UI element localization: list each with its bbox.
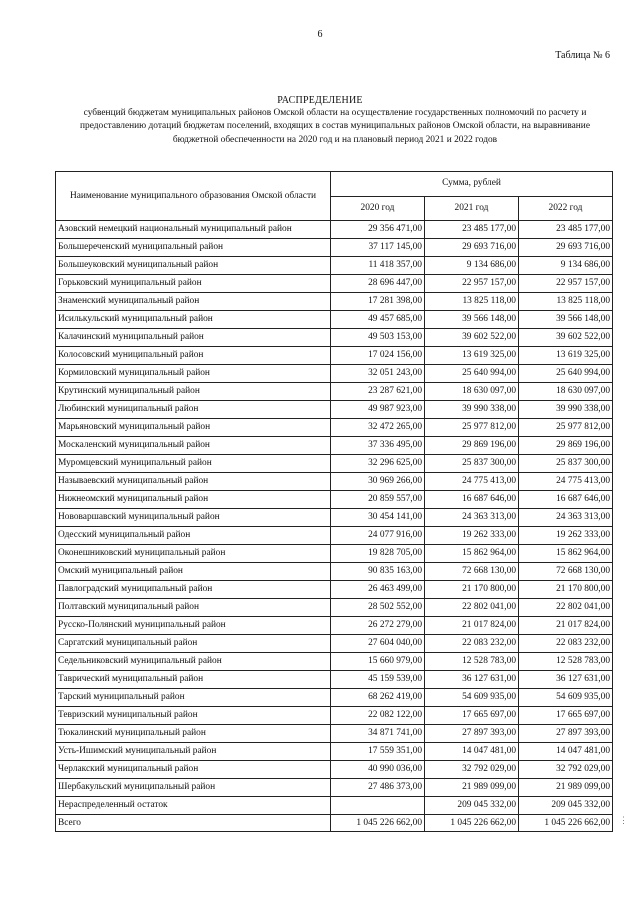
table-row <box>56 401 613 419</box>
row-2021-cell: 13 619 325,00 <box>425 347 519 365</box>
table-row <box>56 275 613 293</box>
row-2021-cell: 19 262 333,00 <box>425 527 519 545</box>
row-2022-cell: 25 977 812,00 <box>519 419 613 437</box>
table-row <box>56 707 613 725</box>
row-name-cell: Москаленский муниципальный район <box>56 437 331 455</box>
row-2020-cell: 17 559 351,00 <box>331 743 425 761</box>
row-2020-cell <box>331 797 425 815</box>
document-title: РАСПРЕДЕЛЕНИЕ <box>277 95 363 106</box>
table-row <box>56 329 613 347</box>
row-2022-cell: 19 262 333,00 <box>519 527 613 545</box>
row-2022-cell: 9 134 686,00 <box>519 257 613 275</box>
row-2020-cell: 40 990 036,00 <box>331 761 425 779</box>
row-2022-cell: 29 693 716,00 <box>519 239 613 257</box>
row-2021-cell: 27 897 393,00 <box>425 725 519 743</box>
row-name-cell: Тевризский муниципальный район <box>56 707 331 725</box>
row-name-cell: Азовский немецкий национальный муниципальный район <box>56 221 331 239</box>
row-2020-cell: 32 051 243,00 <box>331 365 425 383</box>
row-2020-cell: 27 486 373,00 <box>331 779 425 797</box>
row-2021-cell: 18 630 097,00 <box>425 383 519 401</box>
row-2020-cell: 15 660 979,00 <box>331 653 425 671</box>
row-2022-cell: 14 047 481,00 <box>519 743 613 761</box>
row-2021-cell: 39 990 338,00 <box>425 401 519 419</box>
table-row <box>56 653 613 671</box>
margin-mark: ⋮ <box>619 815 628 825</box>
table-row <box>56 635 613 653</box>
row-2020-cell: 23 287 621,00 <box>331 383 425 401</box>
table-row <box>56 797 613 815</box>
row-2021-cell: 17 665 697,00 <box>425 707 519 725</box>
table-row <box>56 509 613 527</box>
row-2022-cell: 22 083 232,00 <box>519 635 613 653</box>
table-row <box>56 671 613 689</box>
table-row <box>56 347 613 365</box>
row-2020-cell: 24 077 916,00 <box>331 527 425 545</box>
row-2021-cell: 29 869 196,00 <box>425 437 519 455</box>
table-header <box>56 172 613 221</box>
table-body <box>56 221 613 832</box>
row-name-cell: Нераспределенный остаток <box>56 797 331 815</box>
row-2022-cell: 25 640 994,00 <box>519 365 613 383</box>
row-name-cell: Любинский муниципальный район <box>56 401 331 419</box>
row-2022-cell: 21 017 824,00 <box>519 617 613 635</box>
row-2020-cell: 28 502 552,00 <box>331 599 425 617</box>
table-row <box>56 599 613 617</box>
table-row <box>56 617 613 635</box>
table-row <box>56 419 613 437</box>
row-name-cell: Седельниковский муниципальный район <box>56 653 331 671</box>
row-2022-cell: 39 602 522,00 <box>519 329 613 347</box>
table-row <box>56 455 613 473</box>
row-2021-cell: 39 566 148,00 <box>425 311 519 329</box>
row-2022-cell: 209 045 332,00 <box>519 797 613 815</box>
header-year-2021: 2021 год <box>425 196 519 221</box>
table-row <box>56 437 613 455</box>
row-2021-cell: 22 957 157,00 <box>425 275 519 293</box>
row-2021-cell: 32 792 029,00 <box>425 761 519 779</box>
row-2022-cell: 22 957 157,00 <box>519 275 613 293</box>
row-2021-cell: 15 862 964,00 <box>425 545 519 563</box>
row-2022-cell: 72 668 130,00 <box>519 563 613 581</box>
header-year-2022: 2022 год <box>519 196 613 221</box>
row-2020-cell: 90 835 163,00 <box>331 563 425 581</box>
row-2021-cell: 39 602 522,00 <box>425 329 519 347</box>
table-row <box>56 239 613 257</box>
row-2020-cell: 49 457 685,00 <box>331 311 425 329</box>
row-2020-cell: 26 272 279,00 <box>331 617 425 635</box>
table-row <box>56 311 613 329</box>
row-name-cell: Называевский муниципальный район <box>56 473 331 491</box>
row-name-cell: Таврический муниципальный район <box>56 671 331 689</box>
row-2022-cell: 22 802 041,00 <box>519 599 613 617</box>
row-2022-cell: 54 609 935,00 <box>519 689 613 707</box>
distribution-table <box>55 171 613 832</box>
row-2022-cell: 12 528 783,00 <box>519 653 613 671</box>
row-2021-cell: 21 170 800,00 <box>425 581 519 599</box>
row-name-cell: Тарский муниципальный район <box>56 689 331 707</box>
table-row <box>56 365 613 383</box>
row-2021-cell: 21 017 824,00 <box>425 617 519 635</box>
row-2020-cell: 28 696 447,00 <box>331 275 425 293</box>
row-2020-cell: 34 871 741,00 <box>331 725 425 743</box>
row-2020-cell: 26 463 499,00 <box>331 581 425 599</box>
row-2020-cell: 37 336 495,00 <box>331 437 425 455</box>
row-name-cell: Омский муниципальный район <box>56 563 331 581</box>
row-2020-cell: 27 604 040,00 <box>331 635 425 653</box>
table-row <box>56 725 613 743</box>
table-row <box>56 473 613 491</box>
row-2021-cell: 23 485 177,00 <box>425 221 519 239</box>
row-2021-cell: 25 837 300,00 <box>425 455 519 473</box>
row-name-cell: Колосовский муниципальный район <box>56 347 331 365</box>
table-row <box>56 689 613 707</box>
row-name-cell: Калачинский муниципальный район <box>56 329 331 347</box>
table-row <box>56 563 613 581</box>
row-2020-cell: 17 024 156,00 <box>331 347 425 365</box>
row-2020-cell: 32 296 625,00 <box>331 455 425 473</box>
table-row <box>56 527 613 545</box>
table-row <box>56 581 613 599</box>
row-2021-cell: 12 528 783,00 <box>425 653 519 671</box>
row-name-cell: Нижнеомский муниципальный район <box>56 491 331 509</box>
row-name-cell: Русско-Полянский муниципальный район <box>56 617 331 635</box>
table-row <box>56 779 613 797</box>
row-name-cell: Одесский муниципальный район <box>56 527 331 545</box>
row-name-cell: Горьковский муниципальный район <box>56 275 331 293</box>
row-2021-cell: 22 802 041,00 <box>425 599 519 617</box>
row-name-cell: Тюкалинский муниципальный район <box>56 725 331 743</box>
row-2020-cell: 37 117 145,00 <box>331 239 425 257</box>
row-2020-cell: 49 987 923,00 <box>331 401 425 419</box>
document-subtitle: субвенций бюджетам муниципальных районов Омской области на осуществление государственных полномочий по расчету и предоставлению дотаций бюджетам поселений, входящих в состав муниципальных районов Омской области, на выравнивание бюджетной обеспеченности на 2020 год и на плановый период 2021 и 2022 годов <box>80 108 590 145</box>
row-2022-cell: 18 630 097,00 <box>519 383 613 401</box>
header-name-column: Наименование муниципального образования Омской области <box>56 172 331 221</box>
row-2020-cell: 11 418 357,00 <box>331 257 425 275</box>
row-2020-cell: 29 356 471,00 <box>331 221 425 239</box>
row-2022-cell: 27 897 393,00 <box>519 725 613 743</box>
row-2020-cell: 17 281 398,00 <box>331 293 425 311</box>
row-2021-cell: 24 363 313,00 <box>425 509 519 527</box>
row-2022-cell: 17 665 697,00 <box>519 707 613 725</box>
row-2020-cell: 49 503 153,00 <box>331 329 425 347</box>
row-2022-cell: 16 687 646,00 <box>519 491 613 509</box>
row-name-cell: Усть-Ишимский муниципальный район <box>56 743 331 761</box>
row-name-cell: Знаменский муниципальный район <box>56 293 331 311</box>
row-2022-cell: 1 045 226 662,00 <box>519 815 613 832</box>
header-year-2020: 2020 год <box>331 196 425 221</box>
row-2020-cell: 68 262 419,00 <box>331 689 425 707</box>
row-2021-cell: 14 047 481,00 <box>425 743 519 761</box>
row-2022-cell: 29 869 196,00 <box>519 437 613 455</box>
table-row <box>56 257 613 275</box>
table-row <box>56 491 613 509</box>
row-2021-cell: 16 687 646,00 <box>425 491 519 509</box>
row-2020-cell: 45 159 539,00 <box>331 671 425 689</box>
row-2020-cell: 1 045 226 662,00 <box>331 815 425 832</box>
row-2020-cell: 32 472 265,00 <box>331 419 425 437</box>
row-2020-cell: 30 454 141,00 <box>331 509 425 527</box>
row-2022-cell: 21 989 099,00 <box>519 779 613 797</box>
row-name-cell: Марьяновский муниципальный район <box>56 419 331 437</box>
row-2021-cell: 36 127 631,00 <box>425 671 519 689</box>
page-number: 6 <box>317 29 323 40</box>
row-2022-cell: 39 990 338,00 <box>519 401 613 419</box>
row-2022-cell: 24 363 313,00 <box>519 509 613 527</box>
row-name-cell: Полтавский муниципальный район <box>56 599 331 617</box>
row-name-cell: Шербакульский муниципальный район <box>56 779 331 797</box>
row-2022-cell: 21 170 800,00 <box>519 581 613 599</box>
row-2022-cell: 36 127 631,00 <box>519 671 613 689</box>
row-2021-cell: 1 045 226 662,00 <box>425 815 519 832</box>
row-name-cell: Нововаршавский муниципальный район <box>56 509 331 527</box>
row-2021-cell: 9 134 686,00 <box>425 257 519 275</box>
row-2022-cell: 39 566 148,00 <box>519 311 613 329</box>
row-2020-cell: 20 859 557,00 <box>331 491 425 509</box>
row-name-cell: Большеуковский муниципальный район <box>56 257 331 275</box>
row-2021-cell: 25 977 812,00 <box>425 419 519 437</box>
row-name-cell: Черлакский муниципальный район <box>56 761 331 779</box>
row-2022-cell: 25 837 300,00 <box>519 455 613 473</box>
row-2021-cell: 13 825 118,00 <box>425 293 519 311</box>
total-row <box>56 815 613 832</box>
row-2022-cell: 13 619 325,00 <box>519 347 613 365</box>
row-name-cell: Саргатский муниципальный район <box>56 635 331 653</box>
table-row <box>56 761 613 779</box>
row-2021-cell: 54 609 935,00 <box>425 689 519 707</box>
table-row <box>56 743 613 761</box>
row-2021-cell: 24 775 413,00 <box>425 473 519 491</box>
row-2022-cell: 32 792 029,00 <box>519 761 613 779</box>
row-name-cell: Большереченский муниципальный район <box>56 239 331 257</box>
row-2021-cell: 22 083 232,00 <box>425 635 519 653</box>
row-name-cell: Муромцевский муниципальный район <box>56 455 331 473</box>
table-row <box>56 545 613 563</box>
table-row <box>56 221 613 239</box>
row-2022-cell: 13 825 118,00 <box>519 293 613 311</box>
row-2021-cell: 72 668 130,00 <box>425 563 519 581</box>
row-name-cell: Исилькульский муниципальный район <box>56 311 331 329</box>
row-name-cell: Павлоградский муниципальный район <box>56 581 331 599</box>
row-name-cell: Крутинский муниципальный район <box>56 383 331 401</box>
row-2021-cell: 21 989 099,00 <box>425 779 519 797</box>
table-label: Таблица № 6 <box>555 50 610 61</box>
row-name-cell: Кормиловский муниципальный район <box>56 365 331 383</box>
row-name-cell: Оконешниковский муниципальный район <box>56 545 331 563</box>
row-2022-cell: 24 775 413,00 <box>519 473 613 491</box>
table-row <box>56 293 613 311</box>
row-2020-cell: 22 082 122,00 <box>331 707 425 725</box>
row-2021-cell: 25 640 994,00 <box>425 365 519 383</box>
table-row <box>56 383 613 401</box>
row-2021-cell: 29 693 716,00 <box>425 239 519 257</box>
header-sum-column: Сумма, рублей <box>331 172 613 197</box>
row-2022-cell: 15 862 964,00 <box>519 545 613 563</box>
row-2022-cell: 23 485 177,00 <box>519 221 613 239</box>
row-name-cell: Всего <box>56 815 331 832</box>
row-2021-cell: 209 045 332,00 <box>425 797 519 815</box>
row-2020-cell: 30 969 266,00 <box>331 473 425 491</box>
row-2020-cell: 19 828 705,00 <box>331 545 425 563</box>
